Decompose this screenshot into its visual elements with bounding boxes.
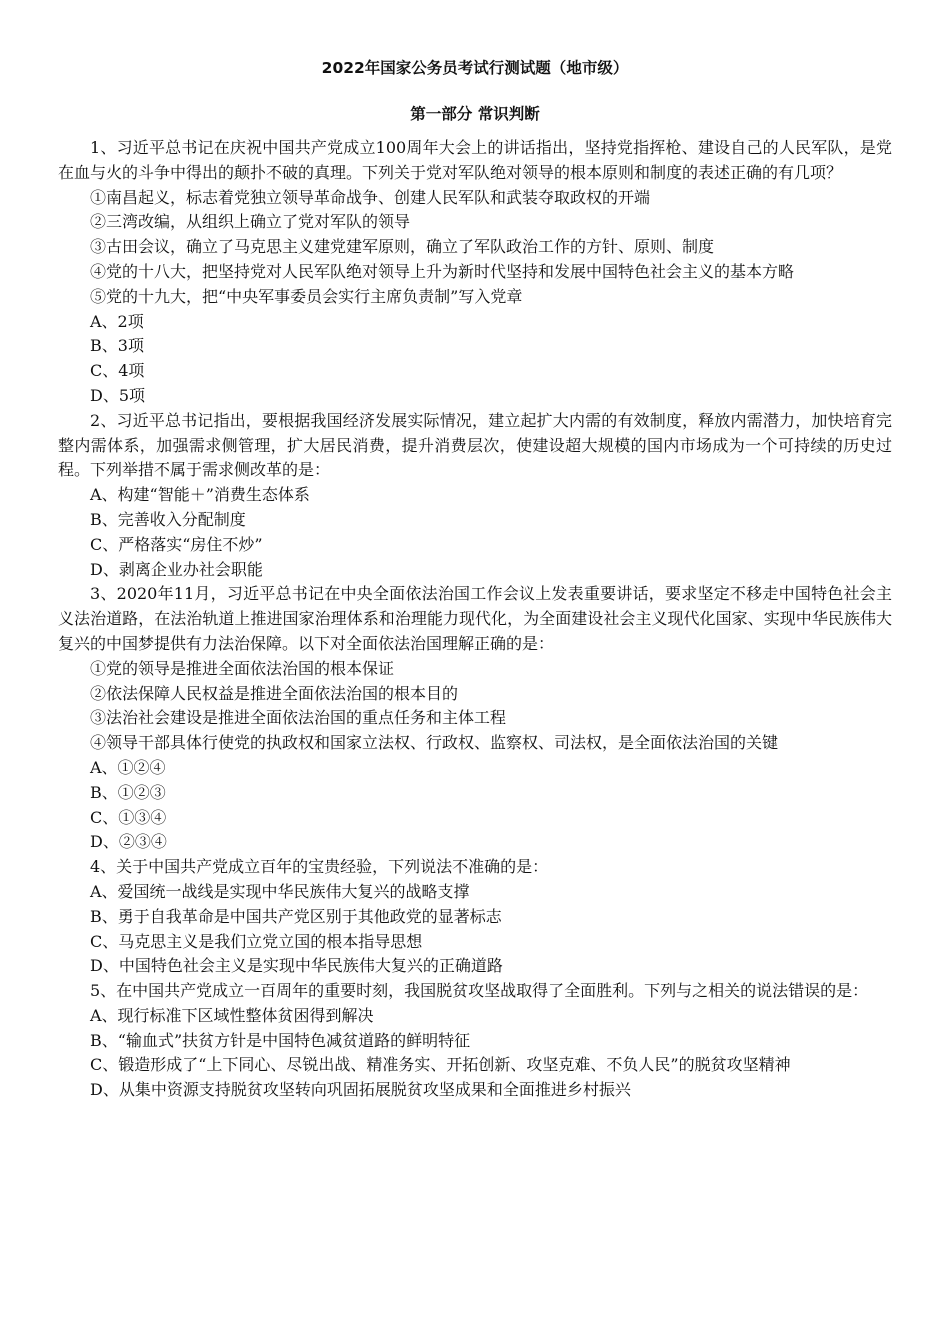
answer-option: A、爱国统一战线是实现中华民族伟大复兴的战略支撑 xyxy=(90,881,470,901)
answer-option: B、勇于自我革命是中国共产党区别于其他政党的显著标志 xyxy=(90,906,502,926)
answer-option: C、严格落实“房住不炒” xyxy=(90,534,263,554)
statement-item: ②依法保障人民权益是推进全面依法治国的根本目的 xyxy=(90,683,459,703)
question-stem: 5、在中国共产党成立一百周年的重要时刻，我国脱贫攻坚战取得了全面胜利。下列与之相关的说法错误的是： xyxy=(90,981,869,1001)
document-page xyxy=(58,56,892,1103)
question-3 xyxy=(58,582,892,855)
question-1 xyxy=(58,136,892,409)
answer-option: D、中国特色社会主义是实现中华民族伟大复兴的正确道路 xyxy=(90,956,503,976)
answer-option: C、锻造形成了“上下同心、尽锐出战、精准务实、开拓创新、攻坚克难、不负人民”的脱贫攻坚精神 xyxy=(90,1055,791,1075)
answer-option: C、①③④ xyxy=(90,807,167,827)
answer-option: A、现行标准下区域性整体贫困得到解决 xyxy=(90,1005,374,1025)
document-title: 2022年国家公务员考试行测试题（地市级） xyxy=(321,59,629,77)
statement-item: ④领导干部具体行使党的执政权和国家立法权、行政权、监察权、司法权，是全面依法治国的关键 xyxy=(90,733,779,753)
question-4 xyxy=(58,855,892,979)
answer-option: D、剥离企业办社会职能 xyxy=(90,559,263,579)
statement-item: ③法治社会建设是推进全面依法治国的重点任务和主体工程 xyxy=(90,708,507,728)
answer-option: B、3项 xyxy=(90,336,144,356)
statement-item: ④党的十八大，把坚持党对人民军队绝对领导上升为新时代坚持和发展中国特色社会主义的基本方略 xyxy=(90,261,795,281)
question-stem: 3、2020年11月，习近平总书记在中央全面依法治国工作会议上发表重要讲话，要求坚定不移走中国特色社会主义法治道路，在法治轨道上推进国家治理体系和治理能力现代化，为全面建设社会主义现代化国家、实现中华民族伟大复兴的中国梦提供有力法治保障。以下对全面依法治国理解正确的是： xyxy=(58,584,892,653)
answer-option: A、2项 xyxy=(90,311,144,331)
question-5 xyxy=(58,979,892,1103)
answer-option: C、马克思主义是我们立党立国的根本指导思想 xyxy=(90,931,423,951)
question-stem: 1、习近平总书记在庆祝中国共产党成立100周年大会上的讲话指出，坚持党指挥枪、建设自己的人民军队，是党在血与火的斗争中得出的颠扑不破的真理。下列关于党对军队绝对领导的根本原则和制度的表述正确的有几项？ xyxy=(58,138,892,182)
statement-item: ①党的领导是推进全面依法治国的根本保证 xyxy=(90,658,395,678)
answer-option: A、构建“智能＋”消费生态体系 xyxy=(90,485,310,505)
answer-option: B、“输血式”扶贫方针是中国特色减贫道路的鲜明特征 xyxy=(90,1030,471,1050)
answer-option: C、4项 xyxy=(90,361,145,381)
statement-item: ①南昌起义，标志着党独立领导革命战争、创建人民军队和武装夺取政权的开端 xyxy=(90,187,651,207)
section-title: 第一部分 常识判断 xyxy=(410,105,540,123)
statement-item: ⑤党的十九大，把“中央军事委员会实行主席负责制”写入党章 xyxy=(90,286,523,306)
statement-item: ②三湾改编，从组织上确立了党对军队的领导 xyxy=(90,212,411,232)
statement-item: ③古田会议，确立了马克思主义建党建军原则，确立了军队政治工作的方针、原则、制度 xyxy=(90,237,715,257)
answer-option: D、②③④ xyxy=(90,832,167,852)
answer-option: D、从集中资源支持脱贫攻坚转向巩固拓展脱贫攻坚成果和全面推进乡村振兴 xyxy=(90,1080,631,1100)
answer-option: B、完善收入分配制度 xyxy=(90,509,246,529)
answer-option: D、5项 xyxy=(90,385,146,405)
question-2 xyxy=(58,409,892,583)
question-stem: 2、习近平总书记指出，要根据我国经济发展实际情况，建立起扩大内需的有效制度，释放内需潜力，加快培育完整内需体系，加强需求侧管理，扩大居民消费，提升消费层次，使建设超大规模的国内市场成为一个可持续的历史过程。下列举措不属于需求侧改革的是： xyxy=(58,410,892,480)
question-stem: 4、关于中国共产党成立百年的宝贵经验，下列说法不准确的是： xyxy=(90,857,549,877)
answer-option: A、①②④ xyxy=(90,757,166,777)
answer-option: B、①②③ xyxy=(90,782,166,802)
